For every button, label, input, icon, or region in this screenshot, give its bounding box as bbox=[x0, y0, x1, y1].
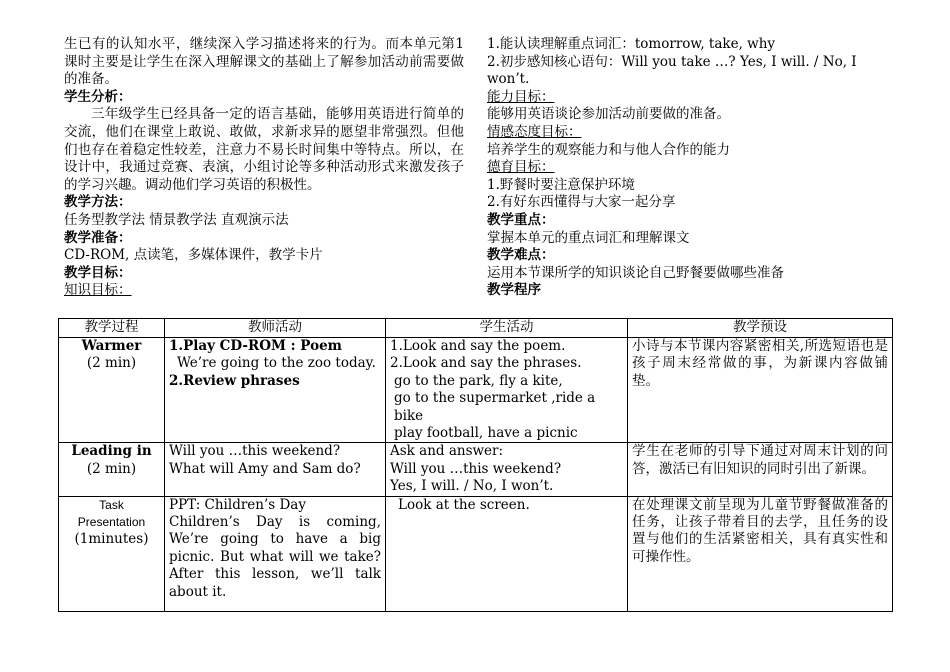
teacher-paragraph: Children’s Day is coming, We’re going to have a big picnic. But what will we take? After this lesson, we’ll talk about it. bbox=[169, 514, 381, 600]
stage-name-line2: Presentation bbox=[77, 515, 146, 530]
header-teacher: 教师活动 bbox=[165, 319, 386, 338]
design-cell: 小诗与本节课内容紧密相关,所选短语也是孩子周末经常做的事，为新课内容做铺垫。 bbox=[628, 338, 893, 443]
student-line: Yes, I will. / No, I won’t. bbox=[390, 478, 554, 495]
teacher-line: 2.Review phrases bbox=[169, 372, 300, 389]
knowledge-goal-1: 1.能认读理解重点词汇：tomorrow, take, why bbox=[487, 36, 776, 52]
header-student: 学生活动 bbox=[386, 319, 628, 338]
ability-goal-heading: 能力目标： bbox=[487, 88, 555, 105]
stage-time: (2 min) bbox=[86, 460, 137, 477]
difficulty-text: 运用本节课所学的知识谈论自己野餐要做哪些准备 bbox=[487, 264, 784, 281]
prep-text: CD-ROM, 点读笔，多媒体课件，教学卡片 bbox=[64, 247, 323, 264]
moral-goal-1: 1.野餐时要注意保护环境 bbox=[487, 176, 635, 193]
design-cell: 学生在老师的引导下通过对周末计划的问答，激活已有旧知识的同时引出了新课。 bbox=[628, 443, 893, 496]
left-column bbox=[64, 36, 464, 300]
student-analysis-text: 三年级学生已经具备一定的语言基础，能够用英语进行简单的交流，他们在课堂上敢说、敢做，求新求异的愿望非常强烈。但他们也存在着稳定性较差，注意力不易长时间集中等特点。所以，在设计中，我通过竞赛、表演，小组讨论等多种活动形式来激发孩子的学习兴趣。调动他们学习英语的积极性。 bbox=[64, 106, 464, 193]
table-row bbox=[59, 338, 893, 443]
header-design: 教学预设 bbox=[628, 319, 893, 338]
student-cell bbox=[386, 496, 628, 611]
stage-name: Task bbox=[99, 497, 124, 512]
difficulty-heading: 教学难点： bbox=[487, 247, 555, 264]
procedure-heading: 教学程序 bbox=[487, 282, 541, 299]
method-text: 任务型教学法 情景教学法 直观演示法 bbox=[64, 211, 289, 228]
design-cell: 在处理课文前呈现为儿童节野餐做准备的任务，让孩子带着目的去学，且任务的设置与他们的生活紧密相关，具有真实性和可操作性。 bbox=[628, 496, 893, 611]
student-line: go to the supermarket ,ride a bike bbox=[394, 390, 596, 424]
teacher-line: PPT: Children’s Day bbox=[169, 496, 306, 513]
student-line: 1.Look and say the poem. bbox=[390, 338, 566, 354]
intro-paragraph: 生已有的认知水平，继续深入学习描述将来的行为。而本单元第1课时主要是让学生在深入理解课文的基础上了解参加活动前需要做的准备。 bbox=[64, 36, 464, 88]
header-stage: 教学过程 bbox=[59, 319, 165, 338]
emotion-goal-heading: 情感态度目标： bbox=[487, 123, 582, 140]
student-line: go to the park, fly a kite, bbox=[394, 372, 563, 389]
teacher-line: Will you …this weekend? bbox=[169, 443, 341, 460]
student-line: Look at the screen. bbox=[398, 496, 530, 513]
procedure-table bbox=[58, 318, 893, 612]
method-heading: 教学方法： bbox=[64, 194, 132, 211]
student-line: Ask and answer: bbox=[390, 443, 504, 460]
table-header-row bbox=[59, 319, 893, 338]
stage-cell bbox=[59, 338, 165, 443]
table-row bbox=[59, 443, 893, 496]
teacher-line: 1.Play CD-ROM : Poem bbox=[169, 338, 342, 354]
stage-cell bbox=[59, 496, 165, 611]
knowledge-goal-heading: 知识目标： bbox=[64, 282, 132, 299]
ability-goal-text: 能够用英语谈论参加活动前要做的准备。 bbox=[487, 106, 730, 123]
student-line: play football, have a picnic bbox=[394, 425, 578, 442]
knowledge-goal-2: 2.初步感知核心语句：Will you take …? Yes, I will. / No, I won’t. bbox=[487, 53, 857, 88]
stage-time: (1minutes) bbox=[74, 531, 149, 548]
prep-heading: 教学准备： bbox=[64, 229, 132, 246]
student-cell bbox=[386, 338, 628, 443]
teacher-cell bbox=[165, 496, 386, 611]
teacher-cell bbox=[165, 338, 386, 443]
stage-name: Leading in bbox=[71, 443, 152, 460]
table-row bbox=[59, 496, 893, 611]
student-analysis-heading: 学生分析： bbox=[64, 88, 132, 105]
emotion-goal-text: 培养学生的观察能力和与他人合作的能力 bbox=[487, 141, 730, 158]
moral-goal-2: 2.有好东西懂得与大家一起分享 bbox=[487, 194, 676, 211]
student-line: 2.Look and say the phrases. bbox=[390, 355, 582, 372]
right-column bbox=[487, 36, 897, 300]
teacher-line: We’re going to the zoo today. bbox=[177, 355, 376, 372]
goal-heading: 教学目标： bbox=[64, 264, 132, 281]
teacher-cell bbox=[165, 443, 386, 496]
key-point-heading: 教学重点： bbox=[487, 211, 555, 228]
moral-goal-heading: 德育目标： bbox=[487, 159, 555, 176]
stage-cell bbox=[59, 443, 165, 496]
student-line: Will you …this weekend? bbox=[390, 460, 562, 477]
teacher-line: What will Amy and Sam do? bbox=[169, 460, 361, 477]
stage-time: (2 min) bbox=[86, 355, 137, 372]
student-cell bbox=[386, 443, 628, 496]
stage-name: Warmer bbox=[81, 338, 142, 354]
key-point-text: 掌握本单元的重点词汇和理解课文 bbox=[487, 229, 690, 246]
